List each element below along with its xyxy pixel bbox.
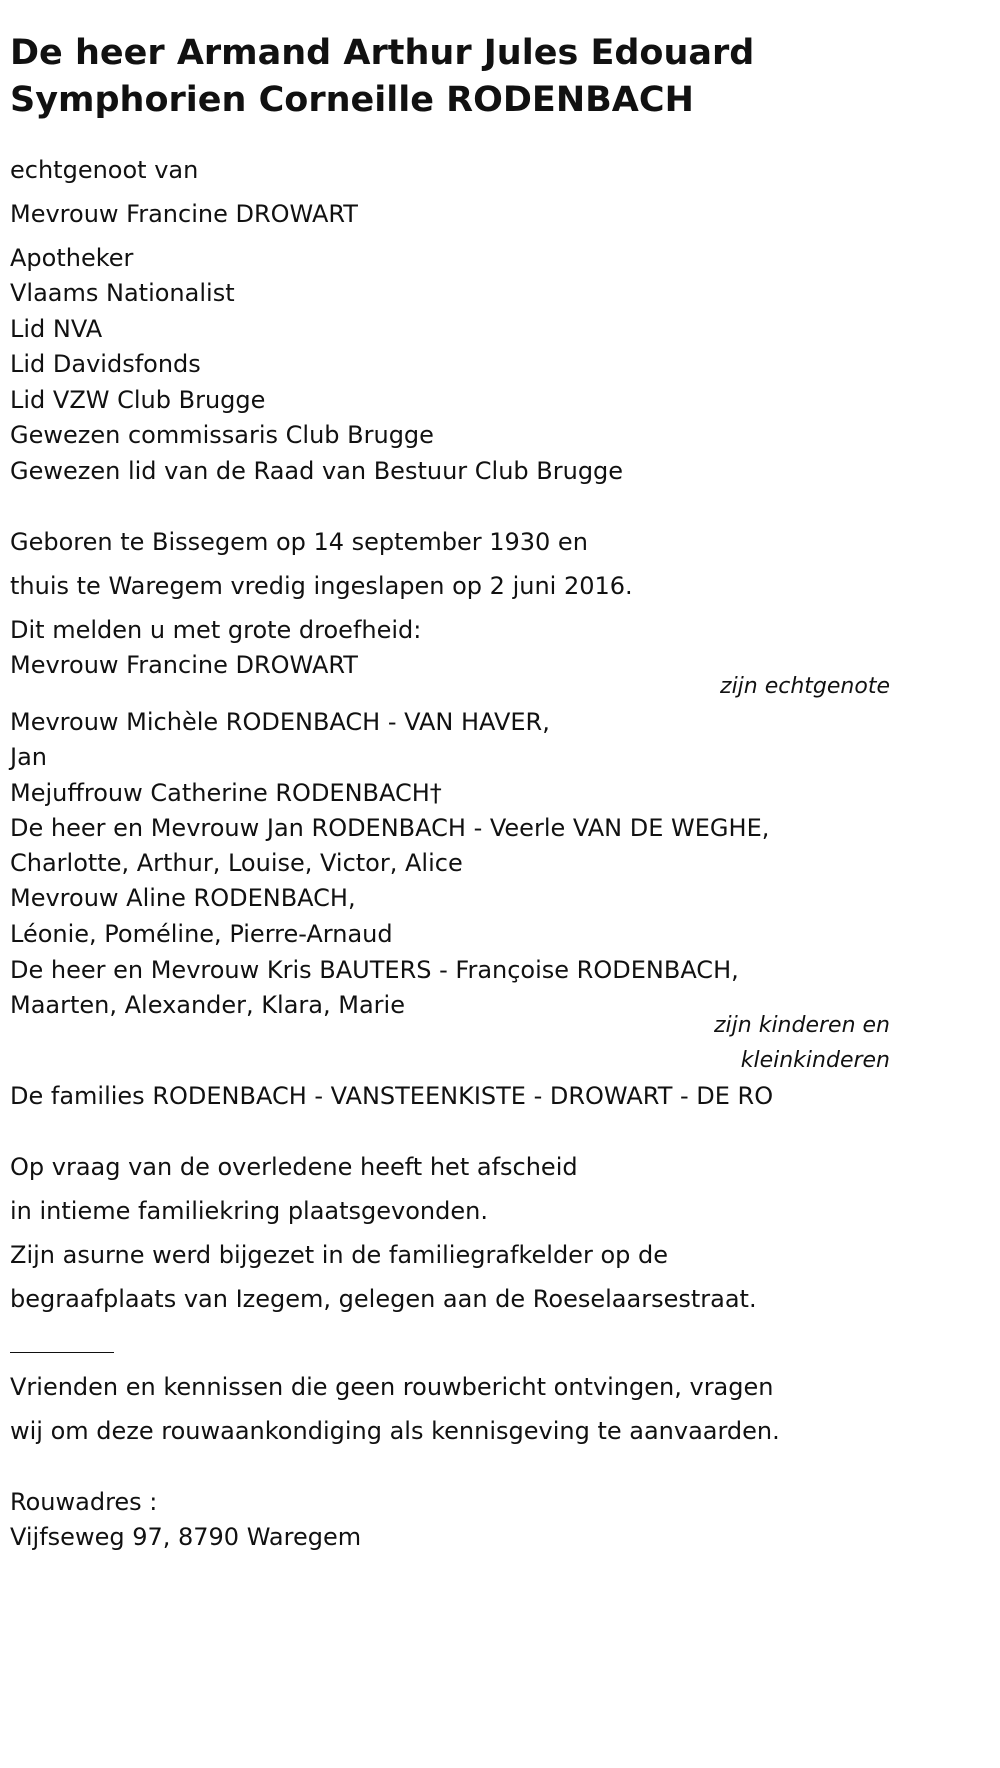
announcement-spouse: Mevrouw Francine DROWART [10,651,358,679]
notice-line: Vrienden en kennissen die geen rouwbericht ontvingen, vragen [10,1373,774,1401]
occupation-item: Apotheker [10,244,134,272]
occupation-item: Lid Davidsfonds [10,350,201,378]
family-member: Jan [10,743,47,771]
spouse-name: Mevrouw Francine DROWART [10,200,358,228]
family-member: Mevrouw Michèle RODENBACH - VAN HAVER, [10,708,550,736]
address-label: Rouwadres : [10,1488,158,1516]
family-member: De heer en Mevrouw Kris BAUTERS - Françoise RODENBACH, [10,956,739,984]
occupation-item: Lid NVA [10,315,103,343]
family-member: Charlotte, Arthur, Louise, Victor, Alice [10,849,463,877]
title-line-1: De heer Armand Arthur Jules Edouard [10,33,755,73]
farewell-line: begraafplaats van Izegem, gelegen aan de Roeselaarsestraat. [10,1285,757,1313]
page-title [10,30,890,124]
occupation-item: Gewezen commissaris Club Brugge [10,421,434,449]
address-value: Vijfseweg 97, 8790 Waregem [10,1523,362,1551]
spouse-label: echtgenoot van [10,156,199,184]
children-role-line-1: zijn kinderen en [714,1013,890,1038]
occupation-item: Gewezen lid van de Raad van Bestuur Club Brugge [10,457,624,485]
children-role-line-2: kleinkinderen [740,1048,890,1073]
farewell-line: Op vraag van de overledene heeft het afscheid [10,1153,578,1181]
spouse-role: zijn echtgenote [720,674,890,699]
farewell-line: in intieme familiekring plaatsgevonden. [10,1197,488,1225]
separator-line [10,1352,114,1353]
family-member: Mejuffrouw Catherine RODENBACH† [10,779,442,807]
family-member: De heer en Mevrouw Jan RODENBACH - Veerle VAN DE WEGHE, [10,814,770,842]
death-line: thuis te Waregem vredig ingeslapen op 2 juni 2016. [10,572,633,600]
notice-line: wij om deze rouwaankondiging als kennisgeving te aanvaarden. [10,1417,780,1445]
occupation-item: Vlaams Nationalist [10,279,235,307]
families-line: De families RODENBACH - VANSTEENKISTE - DROWART - DE RO [10,1082,774,1110]
farewell-line: Zijn asurne werd bijgezet in de familiegrafkelder op de [10,1241,668,1269]
title-line-2: Symphorien Corneille RODENBACH [10,80,694,120]
family-member: Léonie, Poméline, Pierre-Arnaud [10,920,393,948]
birth-line: Geboren te Bissegem op 14 september 1930 en [10,528,588,556]
occupation-item: Lid VZW Club Brugge [10,386,266,414]
family-member: Mevrouw Aline RODENBACH, [10,884,356,912]
announcement-intro: Dit melden u met grote droefheid: [10,616,422,644]
family-member: Maarten, Alexander, Klara, Marie [10,991,405,1019]
